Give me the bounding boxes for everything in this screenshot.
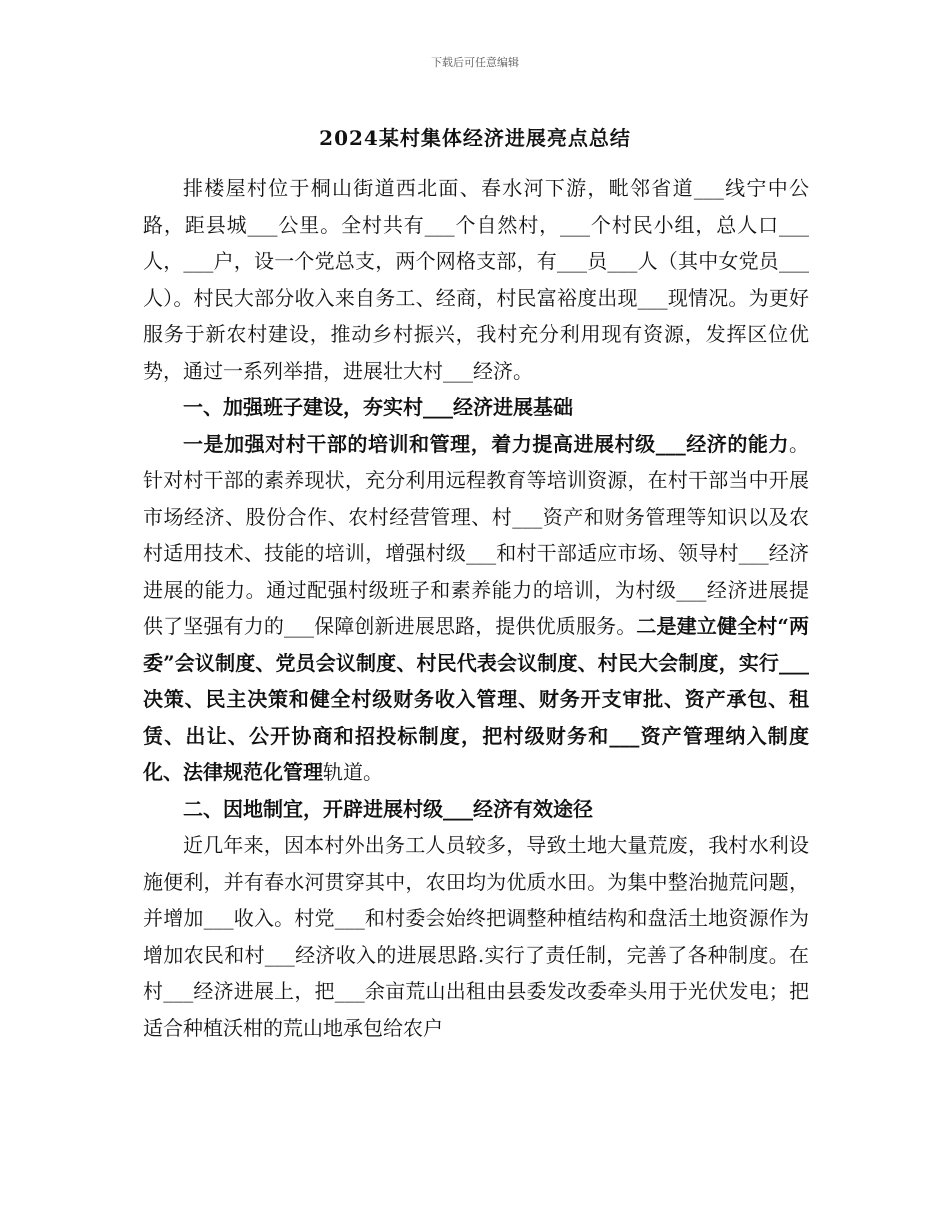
download-note: 下载后可任意编辑	[431, 56, 519, 69]
section2-heading: 二、因地制宜，开辟进展村级___经济有效途径	[183, 796, 593, 821]
section1-tail-text: 轨道。	[323, 760, 383, 784]
section2-paragraph: 近几年来，因本村外出务工人员较多，导致土地大量荒废，我村水利设施便利，并有春水河贯穿其中，农田均为优质水田。为集中整治抛荒问题，并增加___收入。村党___和村委会始终把调整种植结构和盘活土地资源作为增加农民和村___经济收入的进展思路.实行了责任制，完善了各种制度。在村___经济进展上，把___余亩荒山出租由县委发改委牵头用于光伏发电；把适合种植沃柑的荒山地承包给农户	[143, 833, 809, 1040]
section1-strong-text: 二是建立健全村“两委”会议制度、党员会议制度、村民代表会议制度、村民大会制度，实行___决策、民主决策和健全村级财务收入管理、财务开支审批、资产承包、租赁、出让、公开协商和招投标制度，把村级财务和___资产管理纳入制度化、法律规范化管理	[143, 614, 809, 784]
intro-paragraph: 排楼屋村位于桐山街道西北面、春水河下游，毗邻省道___线宁中公路，距县城___公里。全村共有___个自然村，___个村民小组，总人口___人，___户，设一个党总支，两个网格支部，有___员___人（其中女党员___人）。村民大部分收入来自务工、经商，村民富裕度出现___现情况。为更好服务于新农村建设，推动乡村振兴，我村充分利用现有资源，发挥区位优势，通过一系列举措，进展壮大村___经济。	[143, 176, 809, 383]
section1-heading: 一、加强班子建设，夯实村___经济进展基础	[183, 395, 573, 419]
section1-lead-text: 一是加强对村干部的培训和管理，着力提高进展村级___经济的能力	[183, 431, 789, 456]
document-title: 2024某村集体经济进展亮点总结	[319, 126, 631, 150]
section1-paragraph	[143, 426, 809, 791]
document-body	[143, 170, 809, 1046]
section1-body-text: 。针对村干部的素养现状，充分利用远程教育等培训资源，在村干部当中开展市场经济、股份合作、农村经营管理、村___资产和财务管理等知识以及农村适用技术、技能的培训，增强村级___和村干部适应市场、领导村___经济进展的能力。通过配强村级班子和素养能力的培训，为村级___经济进展提供了坚强有力的___保障创新进展思路，提供优质服务。	[143, 431, 809, 638]
